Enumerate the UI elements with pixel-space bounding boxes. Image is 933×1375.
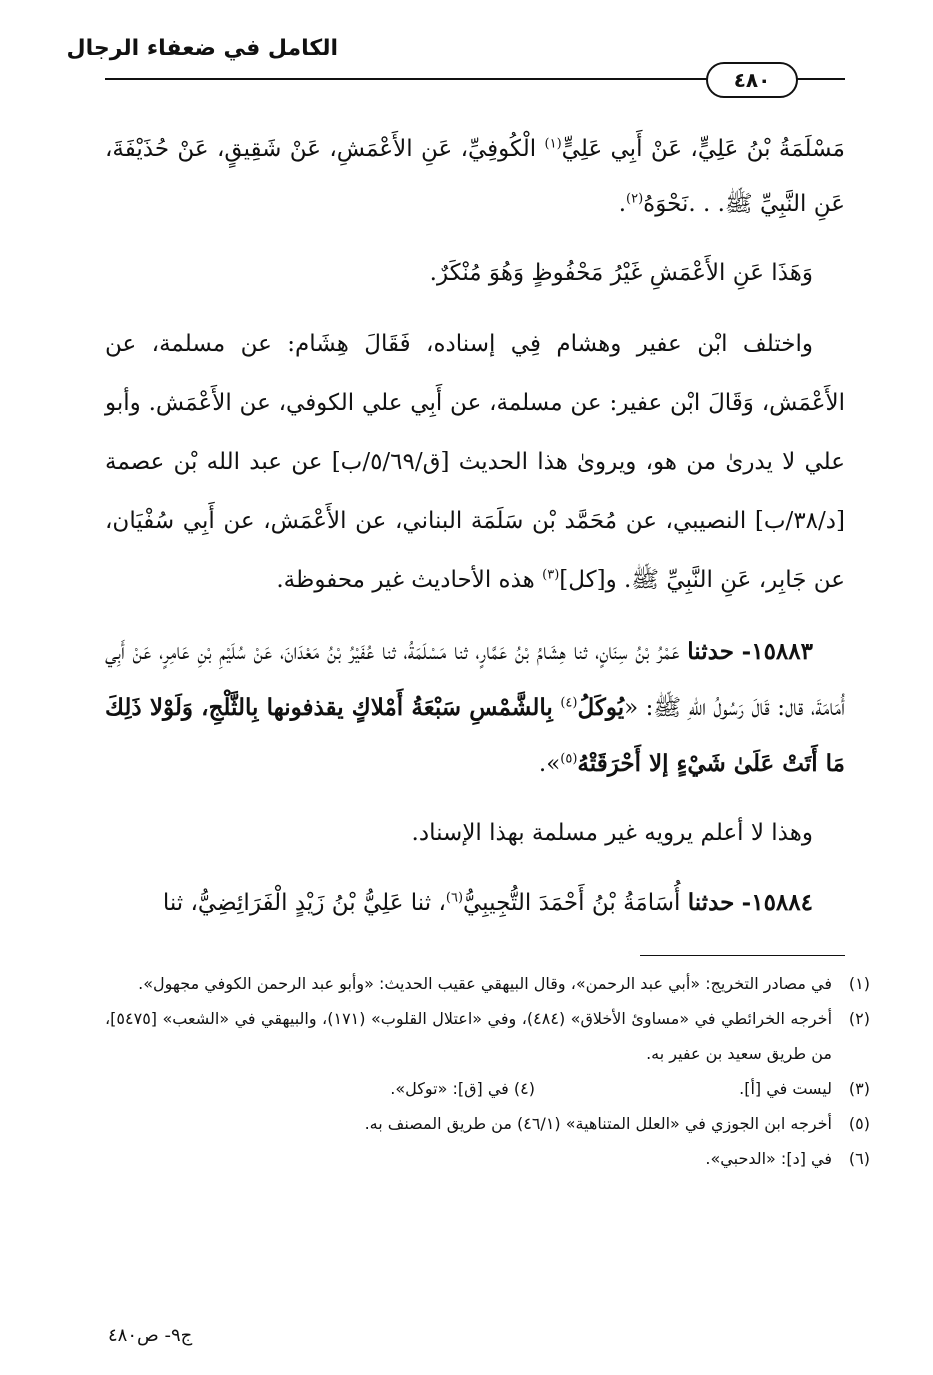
- footnote-5-text: أخرجه ابن الجوزي في «العلل المتناهية» (٤٦/١) من طريق المصنف به.: [364, 1114, 832, 1133]
- footnote-3-number: (٣): [848, 1079, 870, 1098]
- main-text: [105, 122, 845, 931]
- hadith-15883: [105, 624, 845, 792]
- hadith-15884-haddathana: حدثنا: [687, 889, 735, 916]
- footnote-2-text: أخرجه الخرائطي في «مساوئ الأخلاق» (٤٨٤)، وفي «اعتلال القلوب» (١٧١)، والبيهقي في «الشعب» [٥٤٧٥]، من طريق سعيد بن عفير به.: [105, 1009, 833, 1063]
- footnote-2-number: (٢): [848, 1009, 870, 1028]
- hadith-15883-note: وهذا لا أعلم يرويه غير مسلمة بهذا الإسناد.: [411, 820, 813, 846]
- footnote-1-text: في مصادر التخريج: «أبي عبد الرحمن»، وقال البيهقي عقيب الحديث: «وأبو عبد الرحمن الكوفي مجهول».: [138, 974, 832, 993]
- running-title: الكامل في ضعفاء الرجال: [66, 36, 338, 61]
- footnote-marker-4: (٤): [560, 695, 578, 711]
- paragraph-1-part-b: الْكُوفِيِّ، عَنِ الأَعْمَشِ، عَنْ شَقِيقٍ، عَنْ حُذَيْفَةَ، عَنِ النَّبِيِّ ﷺ. . .نَحْوَهُ: [105, 136, 845, 217]
- footnote-3-text: ليست في [أ].: [739, 1079, 832, 1098]
- footnote-1-number: (١): [848, 974, 870, 993]
- hadith-15883-number: ١٥٨٨٣-: [741, 638, 813, 665]
- page-number-badge: ٤٨٠: [706, 62, 798, 98]
- paragraph-3-text: واختلف ابْن عفير وهشام فِي إسناده، فَقَالَ هِشَام: عن مسلمة، عن الأَعْمَش، وَقَالَ ابْن عفير: عن مسلمة، عن أَبِي علي الكوفي، عن الأَعْمَش. وأبو علي لا يدرىٰ من هو، ويروىٰ هذا الحديث [ق/٥/٦٩/ب] عن عبد الله بْن عصمة [د/٣٨/ب] النصيبي، عن مُحَمَّد بْن سَلَمَة البناني، عن الأَعْمَش، عن أَبِي سُفْيَان، عن جَابِر، عَنِ النَّبِيِّ ﷺ. و[كل]: [105, 331, 846, 593]
- paragraph-3-end: هذه الأحاديث غير محفوظة.: [276, 567, 535, 593]
- footnote-marker-2: (٢): [626, 191, 644, 207]
- footnote-6: [105, 1141, 870, 1176]
- paragraph-1: مَسْلَمَةُ بْنُ عَلِيٍّ، عَنْ أَبِي عَلِيٍّ$^{(١)}$ الْكُوفِيِّ، عَنِ الأَعْمَشِ، عَنْ شَقِيقٍ، عَنْ حُذَيْفَةَ، عَنِ النَّبِيِّ ﷺ. . .نَحْوَهُ$^{(٢)}$.: [105, 136, 846, 217]
- hadith-15884-rest: ، ثنا عَلِيُّ بْنُ زَيْدٍ الْفَرَائِضِيُّ، ثنا: [162, 890, 446, 916]
- footnote-separator: [640, 955, 845, 956]
- footnote-marker-3: (٣): [542, 567, 560, 583]
- hadith-15884-narrator: أُسَامَةُ بْنُ أَحْمَدَ التُّجِيبِيُّ: [463, 890, 681, 916]
- footnote-4: [390, 1071, 535, 1106]
- footnote-row-3-4: [105, 1071, 870, 1106]
- footnote-4-text: في [ق]: «توكل».: [390, 1079, 509, 1098]
- paragraph-1-part-a: مَسْلَمَةُ بْنُ عَلِيٍّ، عَنْ أَبِي عَلِيٍّ: [561, 136, 846, 162]
- footnote-5-number: (٥): [848, 1114, 870, 1133]
- footnote-1: [105, 966, 870, 1001]
- footnotes: [105, 966, 870, 1176]
- page-reference: ج٩- ص٤٨٠: [108, 1325, 193, 1346]
- hadith-15883-matn: يُوكَلُ: [577, 694, 625, 721]
- footnote-2: [105, 1001, 870, 1071]
- paragraph-2: وَهَذَا عَنِ الأَعْمَشِ غَيْرُ مَحْفُوظٍ وَهُوَ مُنْكَرٌ.: [429, 260, 813, 286]
- footnote-marker-5: (٥): [560, 751, 578, 767]
- hadith-15883-end: ».: [538, 751, 561, 777]
- footnote-6-number: (٦): [848, 1149, 870, 1168]
- paragraph-3: [105, 315, 845, 610]
- hadith-15883-chain: عَمْرُ بْنُ سِنَانٍ، ثنا هِشَامُ بْنُ عَمَّارٍ، ثنا مَسْلَمَةُ، ثنا عُفَيْرُ بْنُ مَعْدَانَ، عَنْ سُلَيْمِ بْنِ عَامِرٍ، عَنْ أَبِي أُمَامَةَ، قال: قَالَ رَسُولُ اللهِ ﷺ: «: [105, 639, 846, 721]
- hadith-15884-number: ١٥٨٨٤-: [741, 889, 813, 916]
- footnote-marker-6: (٦): [445, 890, 464, 906]
- footnote-6-text: في [د]: «الدحبي».: [705, 1149, 832, 1168]
- hadith-15883-matn-rest: بِالشَّمْسِ سَبْعَةُ أَمْلاكٍ يقذفونها بِالثَّلْجِ، وَلَوْلا ذَلِكَ مَا أَتَتْ عَلَىٰ شَيْءٍ إلا أَحْرَقَتْهُ: [105, 694, 845, 777]
- footnote-5: [105, 1106, 870, 1141]
- footnote-4-number: (٤): [513, 1079, 535, 1098]
- hadith-15883-haddathana: حدثنا: [687, 638, 734, 665]
- footnote-marker-1: (١): [544, 136, 562, 152]
- hadith-15884: [105, 875, 845, 931]
